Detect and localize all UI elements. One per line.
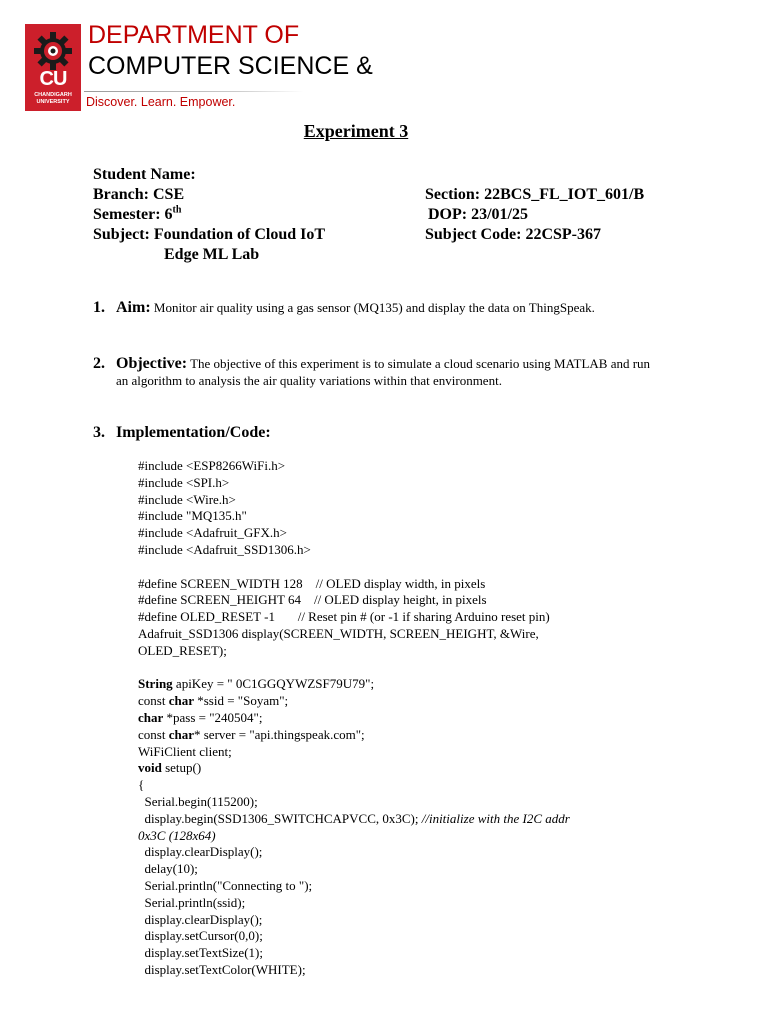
page-header: [0, 0, 768, 120]
subject-label-line2: Edge ML Lab: [164, 246, 260, 263]
code-line: display.setCursor(0,0);: [138, 928, 263, 944]
code-line: Serial.println("Connecting to ");: [138, 877, 313, 893]
logo-text: CU: [39, 68, 67, 90]
dop-label: DOP: 23/01/25: [428, 206, 528, 223]
semester-label: Semester: 6th: [93, 204, 182, 223]
code-line: #define SCREEN_HEIGHT 64 // OLED display height, in pixels: [138, 592, 487, 608]
code-line: display.clearDisplay();: [138, 844, 263, 860]
objective-section: [93, 355, 653, 389]
implementation-number: 3.: [93, 424, 105, 441]
code-line: Serial.begin(115200);: [138, 793, 258, 809]
tagline: Discover. Learn. Empower.: [86, 95, 236, 109]
department-title-line2: COMPUTER SCIENCE &: [88, 52, 373, 80]
subject-label: Subject: Foundation of Cloud IoT: [93, 226, 326, 243]
aim-text: Monitor air quality using a gas sensor (MQ135) and display the data on ThingSpeak.: [153, 300, 595, 315]
objective-heading: Objective:: [116, 355, 188, 372]
aim-heading: Aim:: [116, 299, 151, 316]
code-line: display.setTextSize(1);: [138, 945, 263, 961]
code-blank-line: [138, 559, 698, 576]
code-line: #include "MQ135.h": [138, 508, 247, 524]
section-label: Section: 22BCS_FL_IOT_601/B: [425, 186, 645, 203]
code-line: #include <Adafruit_SSD1306.h>: [138, 541, 311, 557]
objective-text: The objective of this experiment is to simulate a cloud scenario using MATLAB and run an algorithm to analysis the air quality variations within that environment.: [116, 356, 651, 388]
code-line: void setup(): [138, 760, 202, 776]
code-listing: [138, 458, 698, 979]
code-line: delay(10);: [138, 861, 198, 877]
code-line: 0x3C (128x64): [138, 827, 216, 843]
objective-number: 2.: [93, 355, 105, 372]
implementation-section: [93, 424, 653, 441]
code-line: OLED_RESET);: [138, 642, 227, 658]
university-logo: [25, 24, 81, 111]
student-name-label: Student Name:: [93, 166, 196, 183]
header-divider: [84, 91, 304, 92]
code-line: {: [138, 777, 145, 793]
code-line: #define OLED_RESET -1 // Reset pin # (or -1 if sharing Arduino reset pin): [138, 609, 550, 625]
code-line: #include <ESP8266WiFi.h>: [138, 458, 286, 473]
code-line: #include <SPI.h>: [138, 474, 230, 490]
code-line: Adafruit_SSD1306 display(SCREEN_WIDTH, SCREEN_HEIGHT, &Wire,: [138, 625, 539, 641]
code-line: char *pass = "240504";: [138, 709, 263, 725]
code-line: #include <Adafruit_GFX.h>: [138, 525, 287, 541]
code-line: #define SCREEN_WIDTH 128 // OLED display width, in pixels: [138, 575, 486, 591]
gear-emblem-icon: [32, 30, 74, 72]
code-line: Serial.println(ssid);: [138, 894, 246, 910]
subject-code-label: Subject Code: 22CSP-367: [425, 226, 601, 243]
department-title-line1: DEPARTMENT OF: [88, 21, 300, 49]
aim-section: [93, 299, 653, 316]
page-title: Experiment 3: [303, 121, 409, 141]
code-line: display.setTextColor(WHITE);: [138, 961, 306, 977]
implementation-heading: Implementation/Code:: [116, 424, 271, 441]
branch-label: Branch: CSE: [93, 186, 185, 203]
code-line: display.clearDisplay();: [138, 911, 263, 927]
aim-number: 1.: [93, 299, 105, 316]
code-line: WiFiClient client;: [138, 743, 232, 759]
logo-subtext: CHANDIGARH UNIVERSITY: [34, 92, 72, 105]
code-line: display.begin(SSD1306_SWITCHCAPVCC, 0x3C); //initialize with the I2C addr: [138, 810, 570, 826]
code-line: const char* server = "api.thingspeak.com";: [138, 726, 365, 742]
code-line: String apiKey = " 0C1GGQYWZSF79U79";: [138, 676, 375, 692]
code-line: #include <Wire.h>: [138, 491, 236, 507]
code-blank-line: [138, 660, 698, 677]
code-line: const char *ssid = "Soyam";: [138, 693, 289, 709]
